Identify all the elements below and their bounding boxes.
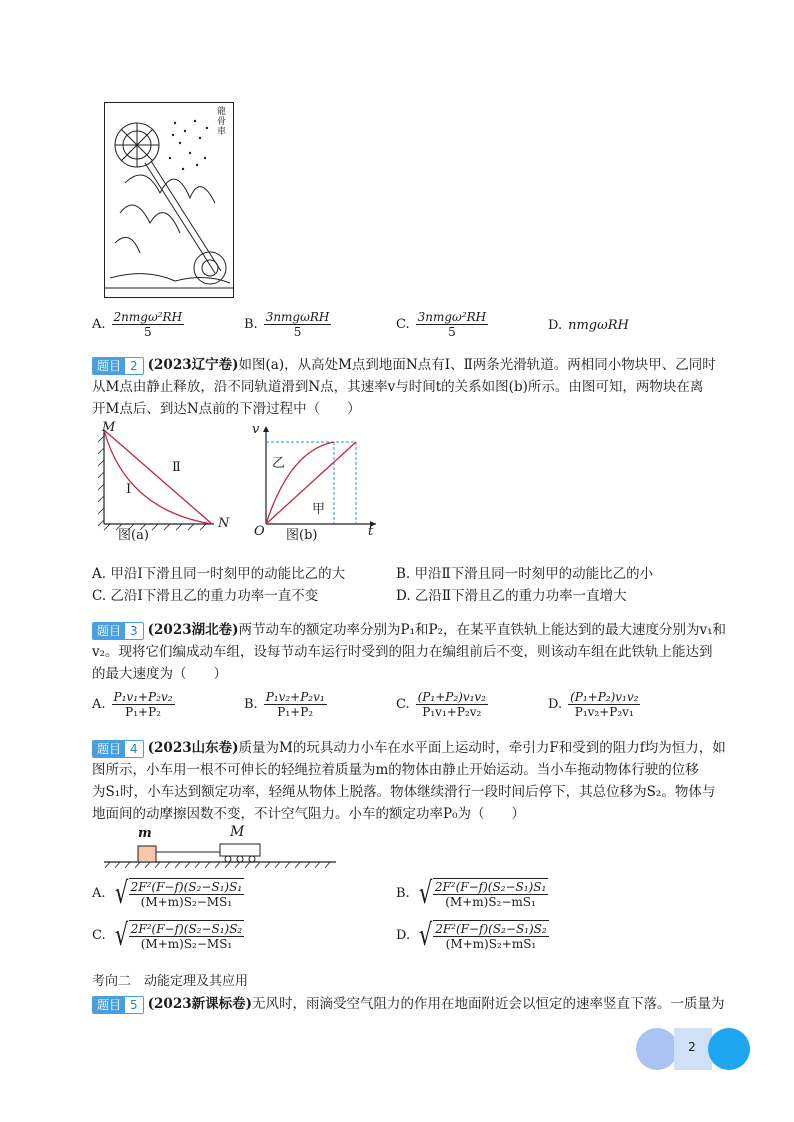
q2-option-d[interactable]: D. 乙沿Ⅱ下滑且乙的重力功率一直增大 <box>396 588 627 604</box>
label-v: v <box>252 422 260 437</box>
section-heading: 考向二 动能定理及其应用 <box>92 974 249 989</box>
q3-line-3: 的最大速度为（ ） <box>92 666 227 682</box>
q2-option-a[interactable]: A. 甲沿Ⅰ下滑且同一时刻甲的动能比乙的大 <box>92 566 346 582</box>
q4-source: (2023山东卷) <box>147 740 239 756</box>
label-track-1: Ⅰ <box>126 482 132 497</box>
page-decor-right <box>708 1028 750 1070</box>
label-jia: 甲 <box>312 502 326 517</box>
figure-a <box>96 420 236 543</box>
page-decor-left <box>636 1028 678 1070</box>
q2-line-1: 题目 2 (2023辽宁卷)如图(a)，从高处M点到地面N点有Ⅰ、Ⅱ两条光滑轨道。两相同小物块甲、乙同时 <box>92 355 716 375</box>
q4-option-a[interactable]: A. √ $\frac{\text{2F²(F−f)(S₂−S₁)S₁}}{\text{(M+m)S₂−MS₁}}$ <box>92 875 243 911</box>
q3-option-a[interactable]: A. $\frac{\text{P₁v₁+P₂v₂}}{\text{P₁+P₂}}$ <box>92 690 173 719</box>
label-n: N <box>218 516 230 531</box>
question-tag: 题目 3 <box>92 622 144 640</box>
q1-option-c[interactable]: C. $\frac{\text{3nmgω²RH}}{5}$ <box>396 310 487 339</box>
waterwheel-illustration-icon <box>104 102 234 298</box>
q4-option-c[interactable]: C. √ $\frac{\text{2F²(F−f)(S₂−S₁)S₂}}{\text{(M+m)S₂−MS₁}}$ <box>92 917 243 953</box>
label-t: t <box>368 524 374 539</box>
q4-option-b[interactable]: B. √ $\frac{\text{2F²(F−f)(S₂−S₁)S₁}}{\text{(M+m)S₂−mS₁}}$ <box>396 875 547 911</box>
q2-line-3: 开M点后、到达N点前的下滑过程中（ ） <box>92 401 361 417</box>
page-number: 2 <box>688 1040 696 1054</box>
question-tag: 题目 2 <box>92 357 144 375</box>
q2-line-2: 从M点由静止释放，沿不同轨道滑到N点，其速率v与时间t的关系如图(b)所示。由图可知，两物块在离 <box>92 379 704 395</box>
q5-source: (2023新课标卷) <box>147 996 253 1012</box>
figure-b <box>250 420 390 543</box>
label-o: O <box>254 524 265 539</box>
label-small-m: m <box>138 826 152 841</box>
q4-line-2: 图所示，小车用一根不可伸长的轻绳拉着质量为m的物体由静止开始运动。当小车拖动物体行驶的位移 <box>92 762 699 778</box>
q2-option-b[interactable]: B. 甲沿Ⅱ下滑且同一时刻甲的动能比乙的小 <box>396 566 654 582</box>
q3-line-1: 题目 3 (2023湖北卷)两节动车的额定功率分别为P₁和P₂，在某平直铁轨上能达到的最大速度分别为v₁和 <box>92 620 726 640</box>
illustration-caption: 龍骨車 <box>217 107 227 137</box>
q3-source: (2023湖北卷) <box>147 622 239 638</box>
q5-line-1: 题目 5 (2023新课标卷)无风时，雨滴受空气阻力的作用在地面附近会以恒定的速率竖直下落。一质量为 <box>92 994 725 1014</box>
figure-a-caption: 图(a) <box>118 528 149 543</box>
label-m: M <box>102 420 116 435</box>
q1-option-b[interactable]: B. $\frac{\text{3nmgωRH}}{5}$ <box>244 310 330 339</box>
cart-figure <box>100 826 340 870</box>
q3-line-2: v₂。现将它们编成动车组，设每节动车运行时受到的阻力在编组前后不变，则该动车组在此铁轨上能达到 <box>92 644 713 660</box>
label-yi: 乙 <box>272 456 286 471</box>
q2-option-c[interactable]: C. 乙沿Ⅰ下滑且乙的重力功率一直不变 <box>92 588 319 604</box>
figure-b-caption: 图(b) <box>286 528 318 543</box>
q3-option-c[interactable]: C. $\frac{\text{(P₁+P₂)v₁v₂}}{\text{P₁v₁+P₂v₂}}$ <box>396 690 486 719</box>
q4-line-3: 为S₁时，小车达到额定功率，轻绳从物体上脱落。物体继续滑行一段时间后停下，其总位移为S₂。物体与 <box>92 784 716 800</box>
q4-option-d[interactable]: D. √ $\frac{\text{2F²(F−f)(S₂−S₁)S₂}}{\text{(M+m)S₂+mS₁}}$ <box>396 917 547 953</box>
question-tag: 题目 5 <box>92 996 144 1014</box>
question-tag: 题目 4 <box>92 740 144 758</box>
q2-source: (2023辽宁卷) <box>147 357 239 373</box>
q4-line-4: 地面间的动摩擦因数不变，不计空气阻力。小车的额定功率P₀为（ ） <box>92 806 525 822</box>
q3-option-b[interactable]: B. $\frac{\text{P₁v₂+P₂v₁}}{\text{P₁+P₂}}$ <box>244 690 325 719</box>
q1-option-d[interactable]: D. nmgωRH <box>548 318 629 333</box>
label-big-m: M <box>230 824 245 840</box>
q4-line-1: 题目 4 (2023山东卷)质量为M的玩具动力小车在水平面上运动时，牵引力F和受到的阻力f均为恒力，如 <box>92 738 726 758</box>
q1-option-a[interactable]: A. $\frac{\text{2nmgω²RH}}{5}$ <box>92 310 183 339</box>
q3-option-d[interactable]: D. $\frac{\text{(P₁+P₂)v₁v₂}}{\text{P₁v₂+P₂v₁}}$ <box>548 690 639 719</box>
label-track-2: Ⅱ <box>172 460 181 475</box>
